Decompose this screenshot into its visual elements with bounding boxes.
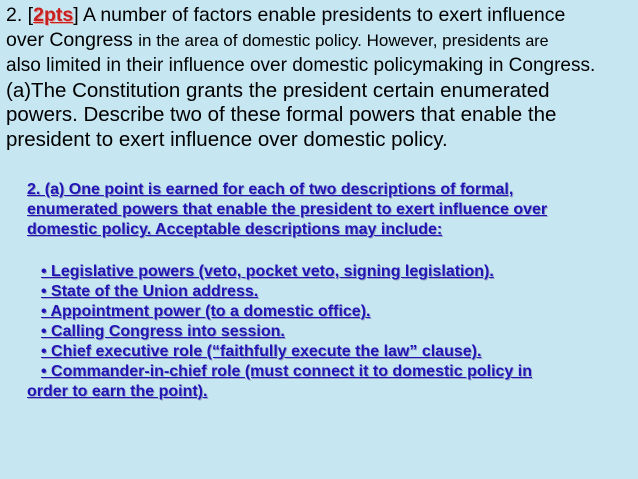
bullet-continuation: order to earn the point). (27, 383, 208, 400)
bullet-item: • Calling Congress into session. (41, 323, 285, 340)
question-text (6, 3, 632, 153)
scoring-guide (27, 180, 627, 402)
scoring-intro-line-1: 2. (a) One point is earned for each of two descriptions of formal, (27, 181, 514, 198)
bullet-item: • State of the Union address. (41, 283, 259, 300)
spacer (27, 240, 627, 262)
question-line-6: president to exert influence over domestic policy. (6, 127, 448, 151)
question-line-2-a: over Congress (6, 28, 139, 51)
bullet-item: • Commander-in-chief role (must connect it to domestic policy in (41, 363, 532, 380)
question-line-2-b: in the area of domestic policy. However, presidents (138, 30, 526, 50)
question-number: 2. [ (6, 4, 34, 26)
question-line-2-c: are (525, 32, 549, 50)
question-line-1-text: ] A number of factors enable presidents to exert influence (73, 4, 566, 26)
points-label: 2pts (33, 4, 74, 26)
question-line-2 (6, 28, 632, 55)
question-line-4: (a)The Constitution grants the president certain enumerated (6, 78, 550, 102)
scoring-intro-line-3: domestic policy. Acceptable descriptions may include: (27, 221, 443, 238)
question-line-3: also limited in their influence over domestic policymaking in Congress. (6, 55, 596, 77)
question-line-1 (6, 3, 632, 28)
scoring-intro-line-2: enumerated powers that enable the president to exert influence over (27, 201, 548, 218)
question-line-5: powers. Describe two of these formal powers that enable the (6, 103, 557, 127)
bullet-item: • Appointment power (to a domestic office). (41, 303, 371, 320)
bullet-item: • Chief executive role (“faithfully execute the law” clause). (41, 343, 482, 360)
bullet-item: • Legislative powers (veto, pocket veto, signing legislation). (41, 263, 494, 280)
